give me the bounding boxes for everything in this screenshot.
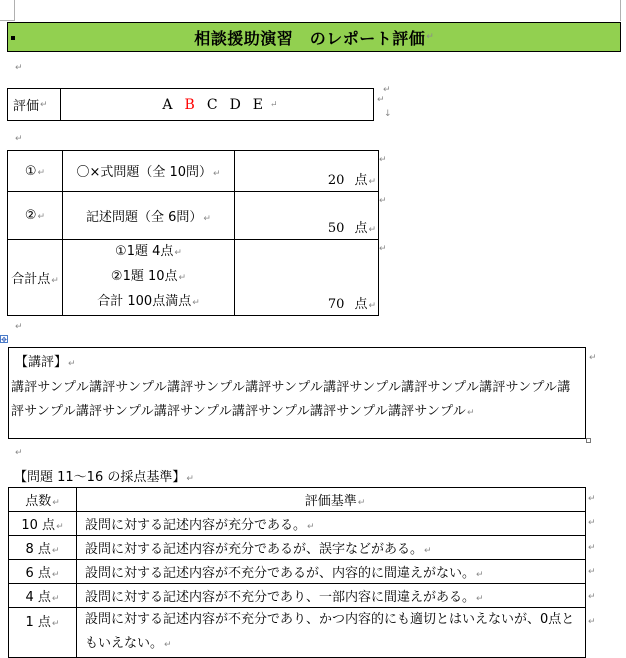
paragraph-mark-icon: ↵ bbox=[379, 244, 387, 254]
criteria-description: 設問に対する記述内容が充分であるが、誤字などがある。↵ bbox=[77, 536, 586, 560]
criteria-row bbox=[9, 584, 586, 608]
paragraph-mark-icon: ↵ bbox=[379, 155, 387, 165]
total-label: 合計点↵ bbox=[8, 240, 63, 316]
criteria-score: 1 点↵ bbox=[9, 608, 77, 658]
paragraph-mark-icon: ↵ bbox=[589, 353, 597, 363]
paragraph-mark-icon: ↵ bbox=[588, 518, 596, 528]
grade-option-d[interactable]: D bbox=[229, 96, 241, 113]
paragraph-mark-icon: ↵ bbox=[15, 448, 23, 458]
score-table bbox=[7, 150, 379, 316]
paragraph-mark-icon: ↵ bbox=[588, 617, 596, 627]
grade-options-cell bbox=[61, 89, 373, 120]
paragraph-mark-icon: ↵ bbox=[588, 567, 596, 577]
page-edge bbox=[14, 0, 15, 21]
score-row-number: ②↵ bbox=[8, 192, 63, 240]
paragraph-mark-icon: ↵ bbox=[377, 95, 385, 105]
criteria-heading: 【問題 11〜16 の採点基準】↵ bbox=[14, 470, 194, 485]
score-row-number: ①↵ bbox=[8, 151, 63, 192]
total-note: ①1題 4点↵ bbox=[115, 244, 182, 259]
criteria-score: 10 点↵ bbox=[9, 512, 77, 536]
column-header-score: 点数↵ bbox=[9, 488, 77, 512]
paragraph-mark-icon: ↵ bbox=[426, 32, 434, 42]
bullet-icon bbox=[11, 36, 15, 40]
arrow-down-icon: ↓ bbox=[384, 109, 392, 119]
score-row-description: 記述問題（全 6問）↵ bbox=[63, 192, 235, 240]
criteria-description: 設問に対する記述内容が不充分であり、一部内容に間違えがある。↵ bbox=[77, 584, 586, 608]
paragraph-mark-icon: ↵ bbox=[40, 99, 48, 110]
score-row-points[interactable]: 20 点↵ bbox=[235, 151, 379, 192]
table-move-handle-icon[interactable]: ✥ bbox=[1, 336, 7, 344]
page-edge bbox=[0, 20, 15, 21]
criteria-table bbox=[8, 487, 586, 658]
paragraph-mark-icon: ↵ bbox=[15, 63, 23, 73]
paragraph-mark-icon: ↵ bbox=[270, 99, 278, 110]
paragraph-mark-icon: ↵ bbox=[383, 85, 391, 95]
paragraph-mark-icon: ↵ bbox=[379, 196, 387, 206]
table-resize-handle[interactable] bbox=[586, 438, 591, 443]
grade-option-c[interactable]: C bbox=[206, 96, 218, 113]
score-row-points[interactable]: 50 点↵ bbox=[235, 192, 379, 240]
title-bar bbox=[7, 22, 621, 52]
criteria-score: 4 点↵ bbox=[9, 584, 77, 608]
score-row-description: 〇×式問題（全 10問）↵ bbox=[63, 151, 235, 192]
total-note: 合計 100点満点↵ bbox=[97, 294, 200, 309]
paragraph-mark-icon: ↵ bbox=[588, 592, 596, 602]
grade-table bbox=[7, 88, 374, 121]
paragraph-mark-icon: ↵ bbox=[588, 543, 596, 553]
score-total-row bbox=[8, 240, 379, 316]
criteria-row bbox=[9, 536, 586, 560]
column-header-criteria: 評価基準↵ bbox=[77, 488, 586, 512]
criteria-score: 8 点↵ bbox=[9, 536, 77, 560]
grade-label: 評価 bbox=[13, 99, 40, 114]
total-points[interactable]: 70 点↵ bbox=[235, 240, 379, 316]
grade-option-a[interactable]: A bbox=[162, 96, 173, 113]
criteria-row bbox=[9, 560, 586, 584]
criteria-row bbox=[9, 608, 586, 658]
comment-heading: 【講評】↵ bbox=[15, 355, 76, 370]
criteria-row bbox=[9, 512, 586, 536]
grade-option-e[interactable]: E bbox=[252, 96, 264, 113]
page-edge bbox=[620, 0, 621, 21]
criteria-score: 6 点↵ bbox=[9, 560, 77, 584]
criteria-description: 設問に対する記述内容が不充分であるが、内容的に間違えがない。↵ bbox=[77, 560, 586, 584]
paragraph-mark-icon: ↵ bbox=[15, 134, 23, 144]
comment-box[interactable] bbox=[8, 347, 586, 439]
criteria-description: 設問に対する記述内容が不充分であり、かつ内容的にも適切とはいえないが、0点ともいえない。↵ bbox=[77, 608, 586, 658]
paragraph-mark-icon: ↵ bbox=[588, 494, 596, 504]
total-note: ②1題 10点↵ bbox=[110, 269, 187, 284]
comment-body: 講評サンプル講評サンプル講評サンプル講評サンプル講評サンプル講評サンプル講評サンプル講評サンプル講評サンプル講評サンプル講評サンプル講評サンプル講評サンプル↵ bbox=[11, 380, 571, 419]
criteria-description: 設問に対する記述内容が充分である。↵ bbox=[77, 512, 586, 536]
grade-label-cell bbox=[8, 89, 61, 120]
criteria-header-row bbox=[9, 488, 586, 512]
grade-option-b[interactable]: B bbox=[184, 96, 195, 113]
paragraph-mark-icon: ↵ bbox=[15, 322, 23, 332]
total-notes bbox=[63, 240, 235, 316]
score-row bbox=[8, 151, 379, 192]
score-row bbox=[8, 192, 379, 240]
document-title[interactable]: 相談援助演習 のレポート評価 bbox=[194, 28, 426, 48]
